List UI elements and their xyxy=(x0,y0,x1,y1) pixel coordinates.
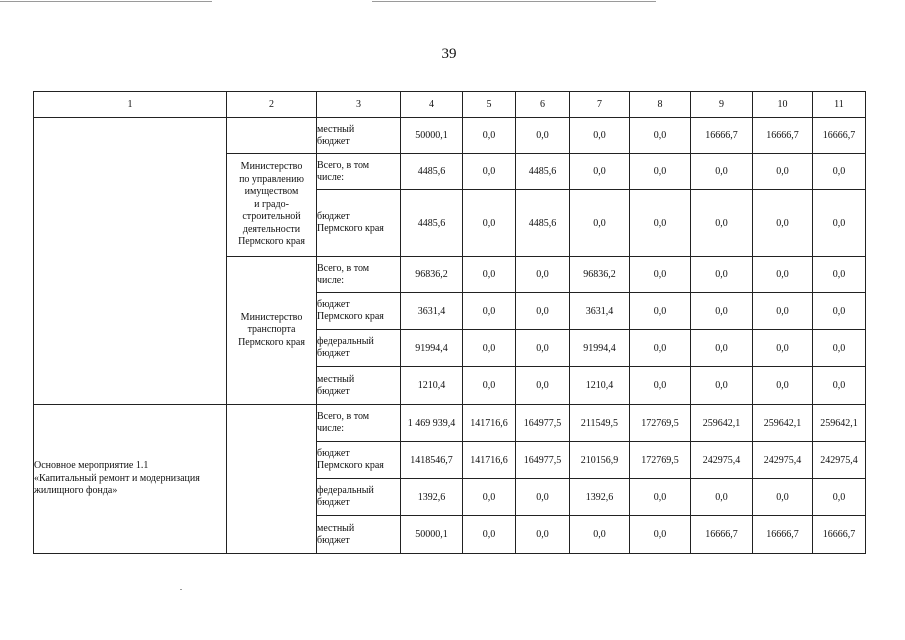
value-cell: 0,0 xyxy=(691,479,753,516)
value-cell: 0,0 xyxy=(463,330,516,367)
value-cell: 0,0 xyxy=(463,479,516,516)
budget-table xyxy=(33,91,866,554)
funding-source: местный бюджет xyxy=(317,118,401,154)
column-header: 2 xyxy=(227,92,317,118)
value-cell: 1392,6 xyxy=(570,479,630,516)
value-cell: 0,0 xyxy=(516,479,570,516)
page-number: 39 xyxy=(441,46,457,62)
column-header: 1 xyxy=(34,92,227,118)
value-cell: 0,0 xyxy=(813,330,866,367)
value-cell: 1 469 939,4 xyxy=(401,405,463,442)
funding-source: бюджет Пермского края xyxy=(317,190,401,257)
value-cell: 0,0 xyxy=(630,190,691,257)
value-cell: 0,0 xyxy=(570,118,630,154)
value-cell: 210156,9 xyxy=(570,442,630,479)
value-cell: 0,0 xyxy=(630,367,691,405)
value-cell: 259642,1 xyxy=(691,405,753,442)
funding-source: местный бюджет xyxy=(317,516,401,554)
value-cell: 0,0 xyxy=(691,190,753,257)
value-cell: 0,0 xyxy=(463,190,516,257)
value-cell: 3631,4 xyxy=(570,293,630,330)
value-cell: 259642,1 xyxy=(753,405,813,442)
column-header: 8 xyxy=(630,92,691,118)
header-row xyxy=(34,92,866,118)
value-cell: 141716,6 xyxy=(463,442,516,479)
responsible-ministry-property: Министерство по управлению имуществом и градо- строительной деятельности Пермского края xyxy=(227,154,317,257)
table-row xyxy=(34,405,866,442)
funding-source: федеральный бюджет xyxy=(317,479,401,516)
value-cell: 1210,4 xyxy=(401,367,463,405)
value-cell: 1392,6 xyxy=(401,479,463,516)
value-cell: 0,0 xyxy=(813,190,866,257)
table-row xyxy=(34,118,866,154)
empty-responsible-cell xyxy=(227,118,317,154)
value-cell: 0,0 xyxy=(813,154,866,190)
value-cell: 4485,6 xyxy=(516,154,570,190)
value-cell: 0,0 xyxy=(813,293,866,330)
column-header: 4 xyxy=(401,92,463,118)
column-header: 5 xyxy=(463,92,516,118)
value-cell: 0,0 xyxy=(691,257,753,293)
value-cell: 0,0 xyxy=(691,293,753,330)
value-cell: 0,0 xyxy=(753,293,813,330)
empty-responsible-cell xyxy=(227,405,317,554)
funding-source: Всего, в том числе: xyxy=(317,405,401,442)
value-cell: 0,0 xyxy=(691,367,753,405)
value-cell: 242975,4 xyxy=(753,442,813,479)
value-cell: 0,0 xyxy=(691,154,753,190)
value-cell: 4485,6 xyxy=(516,190,570,257)
value-cell: 0,0 xyxy=(570,190,630,257)
value-cell: 16666,7 xyxy=(691,516,753,554)
value-cell: 16666,7 xyxy=(753,118,813,154)
scan-artifact-line xyxy=(372,1,656,2)
value-cell: 96836,2 xyxy=(570,257,630,293)
value-cell: 0,0 xyxy=(813,479,866,516)
value-cell: 0,0 xyxy=(516,367,570,405)
value-cell: 16666,7 xyxy=(691,118,753,154)
column-header: 7 xyxy=(570,92,630,118)
value-cell: 0,0 xyxy=(516,293,570,330)
scan-artifact-line xyxy=(0,1,212,2)
value-cell: 0,0 xyxy=(463,118,516,154)
value-cell: 0,0 xyxy=(630,154,691,190)
funding-source: бюджет Пермского края xyxy=(317,442,401,479)
value-cell: 0,0 xyxy=(753,190,813,257)
value-cell: 0,0 xyxy=(691,330,753,367)
funding-source: Всего, в том числе: xyxy=(317,257,401,293)
value-cell: 0,0 xyxy=(753,257,813,293)
value-cell: 0,0 xyxy=(630,293,691,330)
value-cell: 0,0 xyxy=(463,367,516,405)
value-cell: 50000,1 xyxy=(401,516,463,554)
value-cell: 0,0 xyxy=(516,330,570,367)
column-header: 11 xyxy=(813,92,866,118)
value-cell: 242975,4 xyxy=(813,442,866,479)
scan-artifact-dot xyxy=(180,589,182,590)
value-cell: 0,0 xyxy=(516,118,570,154)
value-cell: 0,0 xyxy=(630,257,691,293)
value-cell: 4485,6 xyxy=(401,154,463,190)
column-header: 9 xyxy=(691,92,753,118)
value-cell: 0,0 xyxy=(630,479,691,516)
value-cell: 0,0 xyxy=(630,516,691,554)
value-cell: 172769,5 xyxy=(630,442,691,479)
value-cell: 16666,7 xyxy=(753,516,813,554)
value-cell: 91994,4 xyxy=(570,330,630,367)
column-header: 10 xyxy=(753,92,813,118)
value-cell: 211549,5 xyxy=(570,405,630,442)
value-cell: 16666,7 xyxy=(813,516,866,554)
funding-source: местный бюджет xyxy=(317,367,401,405)
value-cell: 0,0 xyxy=(463,516,516,554)
empty-activity-cell xyxy=(34,118,227,405)
value-cell: 1210,4 xyxy=(570,367,630,405)
value-cell: 141716,6 xyxy=(463,405,516,442)
value-cell: 0,0 xyxy=(630,330,691,367)
value-cell: 0,0 xyxy=(753,479,813,516)
value-cell: 0,0 xyxy=(463,293,516,330)
value-cell: 3631,4 xyxy=(401,293,463,330)
value-cell: 0,0 xyxy=(463,257,516,293)
value-cell: 91994,4 xyxy=(401,330,463,367)
value-cell: 1418546,7 xyxy=(401,442,463,479)
funding-source: бюджет Пермского края xyxy=(317,293,401,330)
column-header: 3 xyxy=(317,92,401,118)
value-cell: 164977,5 xyxy=(516,405,570,442)
value-cell: 0,0 xyxy=(753,330,813,367)
value-cell: 164977,5 xyxy=(516,442,570,479)
value-cell: 4485,6 xyxy=(401,190,463,257)
value-cell: 0,0 xyxy=(753,367,813,405)
value-cell: 0,0 xyxy=(516,516,570,554)
value-cell: 172769,5 xyxy=(630,405,691,442)
value-cell: 242975,4 xyxy=(691,442,753,479)
value-cell: 259642,1 xyxy=(813,405,866,442)
funding-source: Всего, в том числе: xyxy=(317,154,401,190)
value-cell: 50000,1 xyxy=(401,118,463,154)
column-header: 6 xyxy=(516,92,570,118)
value-cell: 0,0 xyxy=(570,154,630,190)
main-activity-title: Основное мероприятие 1.1 «Капитальный ремонт и модернизация жилищного фонда» xyxy=(34,405,227,554)
responsible-ministry-transport: Министерство транспорта Пермского края xyxy=(227,257,317,405)
value-cell: 0,0 xyxy=(813,367,866,405)
value-cell: 96836,2 xyxy=(401,257,463,293)
value-cell: 0,0 xyxy=(753,154,813,190)
value-cell: 0,0 xyxy=(813,257,866,293)
value-cell: 0,0 xyxy=(570,516,630,554)
value-cell: 0,0 xyxy=(463,154,516,190)
value-cell: 16666,7 xyxy=(813,118,866,154)
funding-source: федеральный бюджет xyxy=(317,330,401,367)
value-cell: 0,0 xyxy=(630,118,691,154)
value-cell: 0,0 xyxy=(516,257,570,293)
